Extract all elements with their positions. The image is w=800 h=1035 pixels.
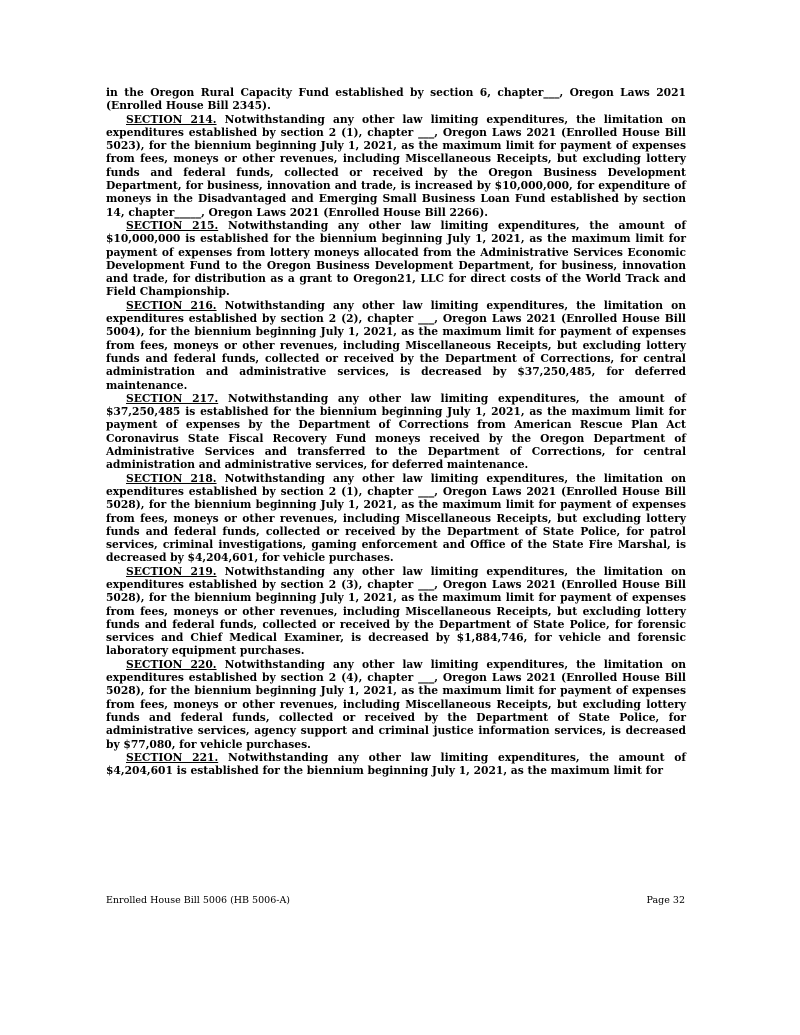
section-221-text: Notwithstanding any other law limiting expenditures, the amount of $4,204,601 is established for the biennium beginning July 1, 2021, as the maximum limit for bbox=[106, 750, 686, 778]
section-218-text: Notwithstanding any other law limiting expenditures, the limitation on expenditures established by section 2 (1), chapter ___, Oregon Laws 2021 (Enrolled House Bill 5028), for the biennium beginning July 1, 2021, as the maximum limit for payment of expenses from fees, moneys or other revenues, including Miscellaneous Receipts, but excluding lottery funds and federal funds, collected or received by the Department of State Police, for patrol services, criminal investigations, gaming enforcement and Office of the State Fire Marshal, is decreased by $4,204,601, for vehicle purchases. bbox=[106, 471, 686, 565]
section-216-paragraph bbox=[106, 299, 686, 392]
section-221-label: SECTION 221. bbox=[126, 750, 219, 764]
section-221-paragraph bbox=[106, 751, 686, 778]
section-214-label: SECTION 214. bbox=[126, 112, 217, 126]
footer-page-number: Page 32 bbox=[646, 895, 685, 906]
section-219-text: Notwithstanding any other law limiting expenditures, the limitation on expenditures established by section 2 (3), chapter ___, Oregon Laws 2021 (Enrolled House Bill 5028), for the biennium beginning July 1, 2021, as the maximum limit for payment of expenses from fees, moneys or other revenues, including Miscellaneous Receipts, but excluding lottery funds and federal funds, collected or received by the Department of State Police, for forensic services and Chief Medical Examiner, is decreased by $1,884,746, for vehicle and forensic laboratory equipment purchases. bbox=[106, 564, 686, 658]
section-214-text: Notwithstanding any other law limiting expenditures, the limitation on expenditures established by section 2 (1), chapter ___, Oregon Laws 2021 (Enrolled House Bill 5023), for the biennium beginning July 1, 2021, as the maximum limit for payment of expenses from fees, moneys or other revenues, including Miscellaneous Receipts, but excluding lottery funds and federal funds, collected or received by the Oregon Business Development Department, for business, innovation and trade, is increased by $10,000,000, for expenditure of moneys in the Disadvantaged and Emerging Small Business Loan Fund established by section 14, chapter_____, Oregon Laws 2021 (Enrolled House Bill 2266). bbox=[106, 112, 686, 219]
section-218-paragraph bbox=[106, 472, 686, 565]
section-215-paragraph bbox=[106, 219, 686, 299]
section-215-label: SECTION 215. bbox=[126, 218, 219, 232]
section-216-text: Notwithstanding any other law limiting expenditures, the limitation on expenditures established by section 2 (2), chapter ___, Oregon Laws 2021 (Enrolled House Bill 5004), for the biennium beginning July 1, 2021, as the maximum limit for payment of expenses from fees, moneys or other revenues, including Miscellaneous Receipts, but excluding lottery funds and federal funds, collected or received by the Department of Corrections, for central administration and administrative services, is decreased by $37,250,485, for deferred maintenance. bbox=[106, 298, 686, 392]
section-220-paragraph bbox=[106, 658, 686, 751]
section-220-text: Notwithstanding any other law limiting expenditures, the limitation on expenditures established by section 2 (4), chapter ___, Oregon Laws 2021 (Enrolled House Bill 5028), for the biennium beginning July 1, 2021, as the maximum limit for payment of expenses from fees, moneys or other revenues, including Miscellaneous Receipts, but excluding lottery funds and federal funds, collected or received by the Department of State Police, for administrative services, agency support and criminal justice information services, is decreased by $77,080, for vehicle purchases. bbox=[106, 657, 686, 751]
section-216-label: SECTION 216. bbox=[126, 298, 217, 312]
section-219-paragraph bbox=[106, 565, 686, 658]
section-217-paragraph bbox=[106, 392, 686, 472]
intro-paragraph: in the Oregon Rural Capacity Fund established by section 6, chapter___, Oregon Laws 2021 (Enrolled House Bill 2345). bbox=[106, 86, 686, 113]
section-218-label: SECTION 218. bbox=[126, 471, 217, 485]
section-214-paragraph bbox=[106, 113, 686, 219]
section-219-label: SECTION 219. bbox=[126, 564, 217, 578]
document-body bbox=[106, 86, 686, 777]
section-215-text: Notwithstanding any other law limiting expenditures, the amount of $10,000,000 is established for the biennium beginning July 1, 2021, as the maximum limit for payment of expenses from lottery moneys allocated from the Administrative Services Economic Development Fund to the Oregon Business Development Department, for business, innovation and trade, for distribution as a grant to Oregon21, LLC for direct costs of the World Track and Field Championship. bbox=[106, 218, 686, 299]
section-217-label: SECTION 217. bbox=[126, 391, 219, 405]
section-220-label: SECTION 220. bbox=[126, 657, 217, 671]
section-217-text: Notwithstanding any other law limiting expenditures, the amount of $37,250,485 is established for the biennium beginning July 1, 2021, as the maximum limit for payment of expenses by the Department of Corrections from American Rescue Plan Act Coronavirus State Fiscal Recovery Fund moneys received by the Oregon Department of Administrative Services and transferred to the Department of Corrections, for central administration and administrative services, for deferred maintenance. bbox=[106, 391, 686, 472]
footer-bill-name: Enrolled House Bill 5006 (HB 5006-A) bbox=[106, 895, 291, 906]
